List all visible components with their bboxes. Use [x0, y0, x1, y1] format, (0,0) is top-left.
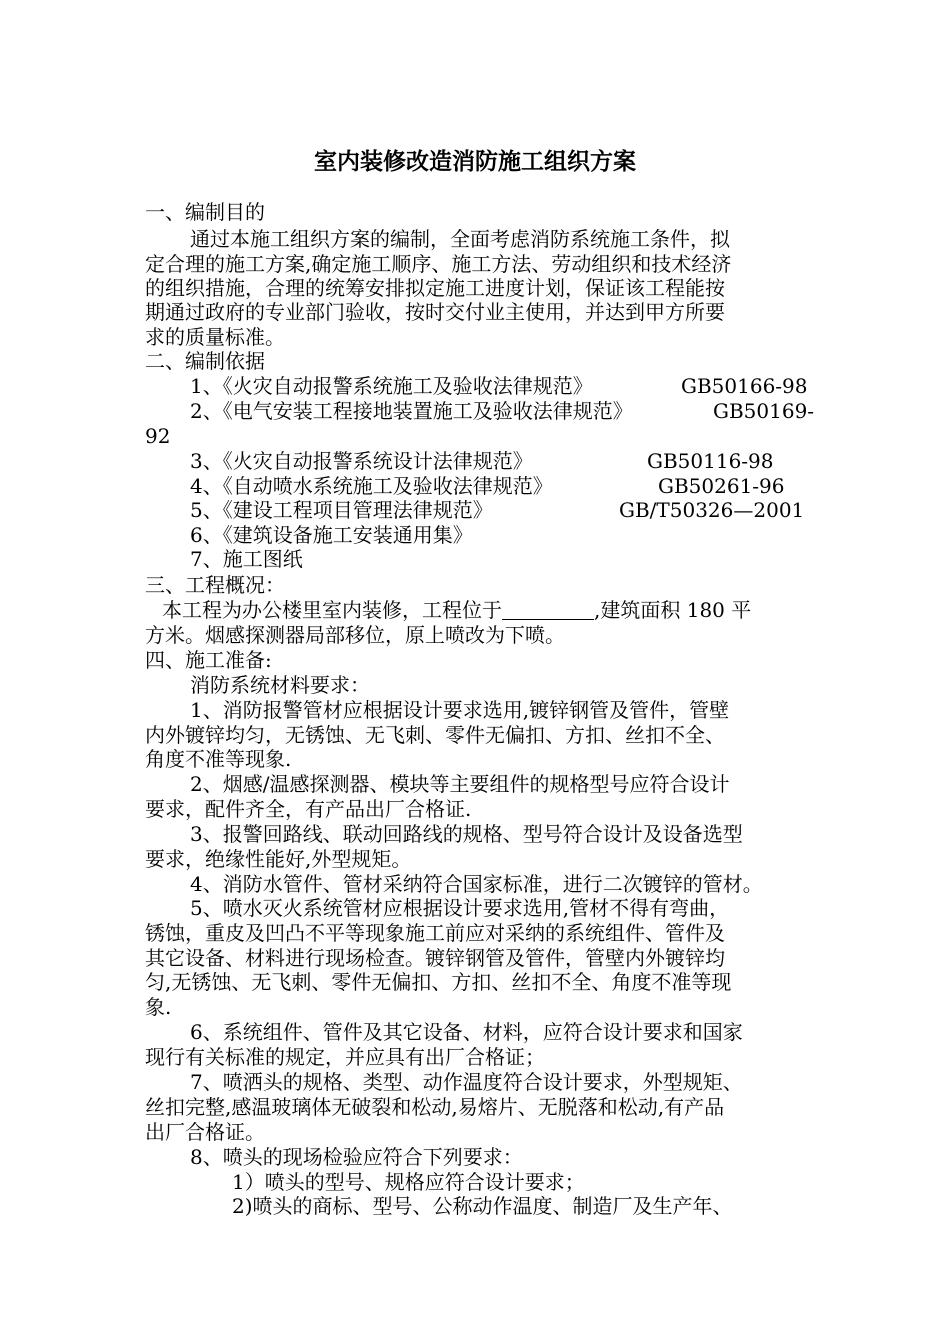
reference-code: GB50166-98 [681, 374, 808, 398]
requirement-line: 丝扣完整,感温玻璃体无破裂和松动,易熔片、无脱落和松动,有产品 [145, 1095, 725, 1119]
requirement-line: 6、系统组件、管件及其它设备、材料，应符合设计要求和国家 [190, 1020, 743, 1044]
reference-item: 6、《建筑设备施工安装通用集》 [190, 523, 473, 547]
requirement-line: 4、消防水管件、管材采纳符合国家标准，进行二次镀锌的管材。 [190, 872, 763, 896]
requirement-line: 要求，绝缘性能好,外型规矩。 [145, 847, 412, 871]
requirement-subitem: 2)喷头的商标、型号、公称动作温度、制造厂及生产年、 [232, 1194, 733, 1218]
paragraph-line: 求的质量标准。 [145, 325, 285, 349]
requirement-line: 出厂合格证。 [145, 1120, 265, 1144]
requirement-line: 角度不准等现象. [145, 747, 292, 771]
requirement-line: 3、报警回路线、联动回路线的规格、型号符合设计及设备选型 [190, 822, 743, 846]
requirement-line: 7、喷洒头的规格、类型、动作温度符合设计要求，外型规矩、 [190, 1070, 743, 1094]
section-heading-basis: 二、编制依据 [145, 349, 265, 373]
requirement-line: 其它设备、材料进行现场检查。镀锌钢管及管件，管壁内外镀锌均 [145, 946, 725, 970]
overview-text-a: 本工程为办公楼里室内装修，工程位于 [162, 598, 502, 622]
reference-code: GB50169- [713, 399, 815, 423]
requirement-line: 匀,无锈蚀、无飞刺、零件无偏扣、方扣、丝扣不全、角度不准等现 [145, 970, 732, 994]
reference-item: 1、《火灾自动报警系统施工及验收法律规范》 [190, 374, 593, 398]
reference-item-continuation: 92 [145, 424, 171, 448]
reference-item: 7、施工图纸 [190, 547, 303, 571]
reference-code: GB50261-96 [658, 474, 785, 498]
paragraph-line: 通过本施工组织方案的编制，全面考虑消防系统施工条件，拟 [190, 227, 730, 251]
location-blank [502, 599, 594, 620]
section-heading-overview: 三、工程概况： [145, 573, 285, 597]
reference-item: 4、《自动喷水系统施工及验收法律规范》 [190, 474, 553, 498]
paragraph-line: 定合理的施工方案,确定施工顺序、施工方法、劳动组织和技术经济 [145, 252, 732, 276]
requirement-line: 8、喷头的现场检验应符合下列要求： [190, 1145, 523, 1169]
requirement-line: 1、消防报警管材应根据设计要求选用,镀锌钢管及管件，管壁 [190, 698, 730, 722]
overview-text-b: ,建筑面积 180 平 [594, 598, 752, 622]
paragraph-line: 期通过政府的专业部门验收，按时交付业主使用，并达到甲方所要 [145, 300, 725, 324]
requirement-line: 要求，配件齐全，有产品出厂合格证. [145, 797, 472, 821]
requirement-line: 2、烟感/温感探测器、模块等主要组件的规格型号应符合设计 [190, 772, 730, 796]
requirement-subitem: 1）喷头的型号、规格应符合设计要求； [232, 1170, 585, 1194]
section-heading-purpose: 一、编制目的 [145, 200, 265, 224]
requirement-line: 现行有关标准的规定，并应具有出厂合格证； [145, 1045, 545, 1069]
requirement-line: 锈蚀，重皮及凹凸不平等现象施工前应对采纳的系统组件、管件及 [145, 921, 725, 945]
overview-line: 方米。烟感探测器局部移位，原上喷改为下喷。 [145, 623, 565, 647]
requirement-line: 象. [145, 995, 172, 1019]
overview-line [162, 598, 751, 622]
reference-code: GB50116-98 [647, 449, 774, 473]
section-heading-preparation: 四、施工准备: [145, 648, 272, 672]
requirement-line: 5、喷水灭火系统管材应根据设计要求选用,管材不得有弯曲， [190, 896, 730, 920]
reference-item: 3、《火灾自动报警系统设计法律规范》 [190, 449, 533, 473]
reference-item: 2、《电气安装工程接地装置施工及验收法律规范》 [190, 399, 633, 423]
document-title: 室内装修改造消防施工组织方案 [314, 148, 636, 175]
requirement-line: 内外镀锌均匀，无锈蚀、无飞刺、零件无偏扣、方扣、丝扣不全、 [145, 723, 725, 747]
paragraph-line: 的组织措施，合理的统筹安排拟定施工进度计划，保证该工程能按 [145, 276, 725, 300]
reference-item: 5、《建设工程项目管理法律规范》 [190, 498, 493, 522]
reference-code: GB/T50326—2001 [619, 498, 805, 522]
subheading-materials: 消防系统材料要求： [190, 673, 370, 697]
